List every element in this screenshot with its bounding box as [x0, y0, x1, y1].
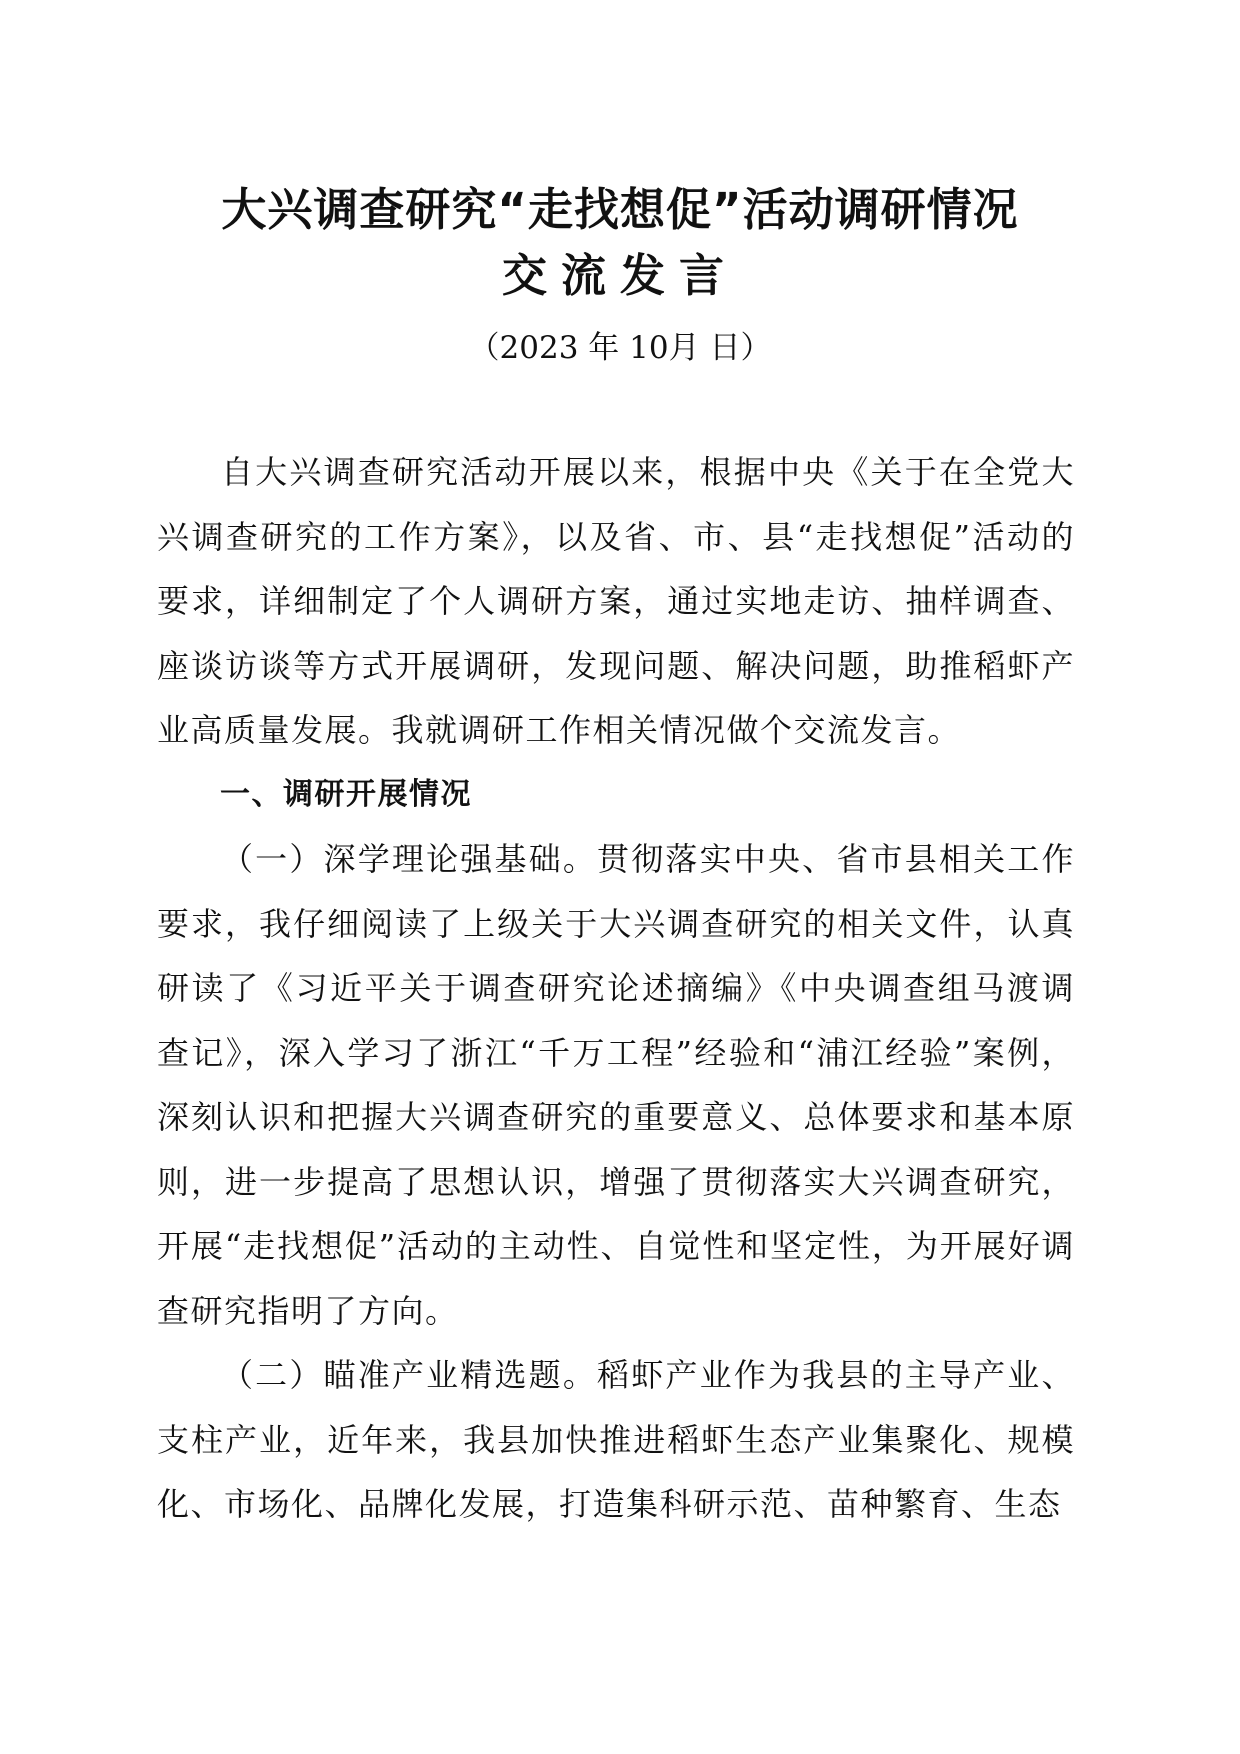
paragraph-theory: （一）深学理论强基础。贯彻落实中央、省市县相关工作要求，我仔细阅读了上级关于大兴调查研究的相关文件，认真研读了《习近平关于调查研究论述摘编》《中央调查组马渡调查记》，深入学习了浙江“千万工程”经验和“浦江经验”案例，深刻认识和把握大兴调查研究的重要意义、总体要求和基本原则，进一步提高了思想认识，增强了贯彻落实大兴调查研究，开展“走找想促”活动的主动性、自觉性和坚定性，为开展好调查研究指明了方向。: [157, 840, 1075, 1330]
title-block: [0, 178, 1240, 368]
section-heading: 一、调研开展情况: [220, 776, 472, 812]
document-title-line-1: 大兴调查研究“走找想促”活动调研情况: [221, 183, 1019, 236]
document-title-line-2: 交流发言: [501, 249, 738, 302]
document-date: （2023 年 10月 日）: [468, 330, 772, 366]
paragraph-industry: （二）瞄准产业精选题。稻虾产业作为我县的主导产业、支柱产业，近年来，我县加快推进稻虾生态产业集聚化、规模化、市场化、品牌化发展，打造集科研示范、苗种繁育、生态: [157, 1356, 1075, 1523]
document-body: [157, 440, 1075, 1537]
intro-paragraph: 自大兴调查研究活动开展以来，根据中央《关于在全党大兴调查研究的工作方案》，以及省、市、县“走找想促”活动的要求，详细制定了个人调研方案，通过实地走访、抽样调查、座谈访谈等方式开展调研，发现问题、解决问题，助推稻虾产业高质量发展。我就调研工作相关情况做个交流发言。: [157, 453, 1075, 749]
